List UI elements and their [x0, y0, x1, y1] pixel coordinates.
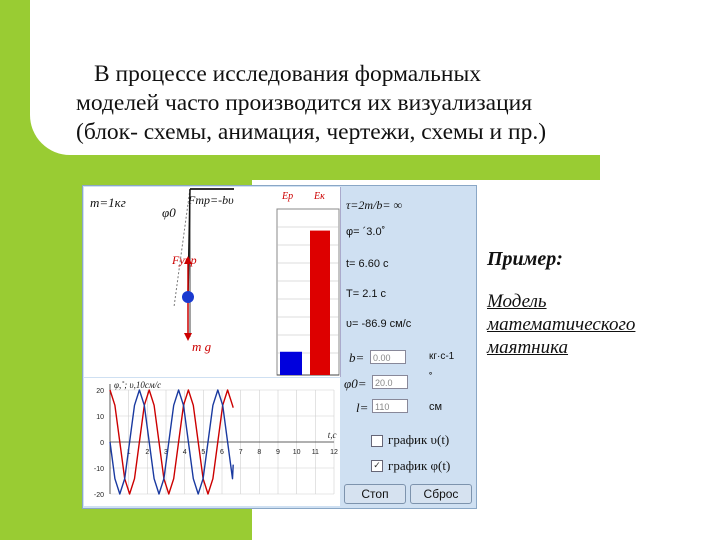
pendulum-drawing: [84, 187, 340, 377]
x-tick-label: 5: [201, 449, 206, 456]
reset-button[interactable]: Сброс: [410, 484, 472, 504]
graph-velocity-label: график υ(t): [388, 432, 450, 447]
title-line-3: (блок- схемы, анимация, чертежи, схемы и пр.): [76, 119, 547, 145]
pendulum-scene: [84, 187, 341, 377]
example-title: Пример:: [487, 248, 563, 270]
chart-title: φ,˚; υ,10см/с: [114, 380, 162, 390]
potential-energy-bar: [280, 352, 302, 375]
y-tick-label: 10: [96, 414, 104, 421]
mass-label: m=1кг: [90, 195, 126, 210]
y-tick-label: 20: [96, 388, 104, 395]
graph-phi-checkbox[interactable]: ✓: [371, 460, 383, 472]
chart-plot: [84, 378, 340, 506]
x-tick-label: 12: [330, 449, 338, 456]
x-tick-label: 11: [311, 449, 319, 456]
x-tick-label: 2: [145, 449, 150, 456]
y-tick-label: 0: [100, 440, 104, 447]
y-tick-label: -20: [93, 492, 104, 499]
kinetic-energy-label: Eк: [314, 191, 325, 202]
model-caption-line-2: математического: [487, 314, 636, 335]
pendulum-bob: [182, 291, 194, 303]
friction-force-label: Fтр=-bυ: [188, 193, 234, 207]
gravity-label: m g: [192, 339, 212, 354]
b-label: b=: [349, 350, 365, 365]
velocity-readout: υ= -86.9 см/с: [346, 318, 412, 330]
phi0-param-label: φ0=: [344, 376, 367, 391]
tau-readout: τ=2m/b= ∞: [346, 198, 403, 212]
x-tick-label: 1: [126, 449, 131, 456]
x-tick-label: 3: [164, 449, 168, 456]
x-axis-label: t,с: [327, 430, 337, 440]
kinetic-energy-bar: [310, 231, 330, 375]
x-tick-label: 6: [220, 449, 224, 456]
phi0-label: φ0: [162, 205, 176, 220]
model-caption-line-1: Модель: [487, 291, 547, 312]
pendulum-applet: [82, 185, 477, 509]
length-input[interactable]: 110: [372, 399, 408, 413]
model-caption[interactable]: [487, 290, 635, 359]
graph-phi-label: график φ(t): [388, 458, 451, 473]
graph-velocity-checkbox[interactable]: [371, 435, 383, 447]
x-tick-label: 8: [257, 449, 262, 456]
b-input[interactable]: 0.00: [370, 350, 406, 364]
gravity-arrowhead: [184, 333, 192, 341]
slide-title: [76, 60, 676, 147]
x-tick-label: 7: [238, 449, 243, 456]
oscillation-chart: [84, 378, 340, 506]
potential-energy-label: Eр: [282, 191, 294, 202]
x-tick-label: 9: [276, 449, 280, 456]
b-unit: кг·с-1: [429, 351, 455, 362]
elastic-force-label: Fупр: [172, 253, 197, 267]
x-tick-label: 10: [292, 449, 301, 456]
x-tick-label: 4: [182, 449, 187, 456]
title-line-1: В процессе исследования формальных: [94, 61, 481, 87]
time-readout: t= 6.60 с: [346, 258, 389, 270]
green-divider-bar: [18, 155, 600, 180]
y-tick-label: -10: [93, 466, 104, 473]
length-label: l=: [356, 400, 369, 415]
phi0-input[interactable]: 20.0: [372, 375, 408, 389]
length-unit: см: [429, 401, 443, 413]
phi-readout: φ= ´3.0˚: [346, 226, 386, 238]
phi0-unit: ˚: [429, 372, 433, 384]
model-caption-line-3: маятника: [487, 337, 569, 358]
title-line-2: моделей часто производится их визуализация: [76, 90, 533, 116]
period-readout: T= 2.1 с: [346, 288, 387, 300]
stop-button[interactable]: Стоп: [344, 484, 406, 504]
